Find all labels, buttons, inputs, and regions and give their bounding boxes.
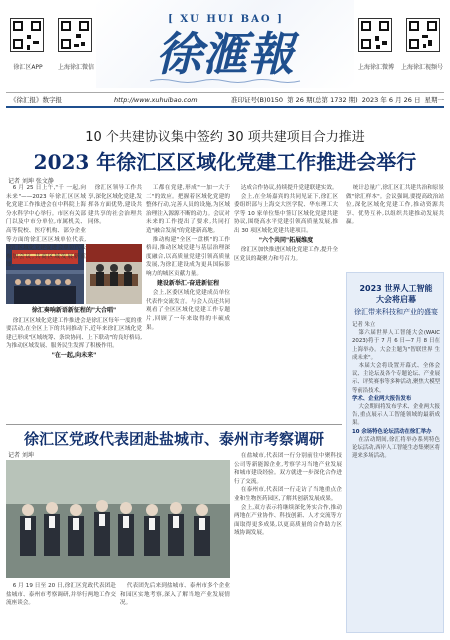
lead-paragraph: 6 月 25 日上午,"千 一起,向未来"——2023 年徐汇区区域化党建工作推进会在中科院上海分水科学中心举行。市区有关部门以及中市分单位,市属机关、高等院校、医疗机构、部分企业等方面的徐汇区区域单位代表,徐汇区域化党建促进会单位代表参加会议,共商区域发展新蓝图。 — [6, 185, 86, 269]
lead-paragraph: 徐汇区区域化党建工作推进会是徐汇区每年一度的重要活动,在全区上下的共同推动下,近年来徐汇区域化党建已形成"区域统筹、条块协同、上下联动"的良好格局,为推动区域发展、服务民生发挥了积极作用。 — [6, 317, 142, 350]
lead-section-heading: "在一起,向未来" — [51, 351, 97, 359]
qr-code-icon[interactable] — [358, 18, 392, 52]
digital-edition-label: 《徐汇报》数字报 — [10, 96, 62, 104]
qr-label: 上海徐汇微博 — [357, 64, 394, 71]
second-column-1 — [6, 582, 116, 636]
lead-column-4 — [346, 184, 444, 268]
sidebar-heading: 10 余场特色论坛活动在徐汇举办 — [352, 428, 432, 435]
sidebar-heading: 学术、企业两大报告发布 — [352, 395, 412, 402]
section-divider — [6, 424, 342, 425]
qr-label: 徐汇区APP — [13, 64, 43, 71]
masthead-wave-ornament — [150, 78, 300, 84]
sidebar-title — [349, 283, 443, 305]
group-photo — [6, 460, 230, 578]
delegation-photo — [6, 460, 230, 578]
license-number: 准印证号(B)0150 — [230, 96, 284, 104]
second-paragraph: 代表团先后来到盐城市、泰州市多个企业和园区实地考察,深入了解当地产业发展情况。 — [120, 583, 230, 607]
lead-column-1c — [88, 184, 142, 242]
lead-column-1 — [6, 184, 86, 269]
qr-label: 上海徐汇微信 — [57, 64, 94, 71]
second-headline: 徐汇区党政代表团赴盐城市、泰州市考察调研 — [23, 430, 324, 448]
lead-paragraph: 徐汇区加快推进区域化党建工作,提升全区党员的凝聚力和号召力。 — [234, 247, 338, 262]
lead-paragraph: 会上,在全场嘉宾的共同见证下,徐汇区委组织部与上海交大医学院、华东理工大学等 10 家单位集中签订区域化党建共建协议,围绕高水平党建引领高质量发展,推出 30 项区域化党建共建项目。 — [234, 193, 338, 234]
qr-code-icon[interactable] — [58, 18, 92, 52]
lead-section-heading: 建设新举汇·奋进新征程 — [156, 279, 220, 287]
lead-paragraph: 工都在党建,形成"一加一大于二"的效应。把握着区域化党建的整体行动,完善人员的设施,为区域治理注入源源不断的动力。会议对未来的工作提出了要求,共同打造"融合发展"的党建新高地。 — [146, 185, 230, 234]
website-link[interactable]: http://www.xuhuibao.com — [114, 95, 198, 104]
sidebar-subtitle: 徐汇带来科技和产业的盛宴 — [354, 308, 438, 316]
lead-column-2 — [146, 184, 230, 422]
lead-headline: 2023 年徐汇区区域化党建工作推进会举行 — [33, 150, 417, 174]
sidebar-paragraph: 在活动期间,徐汇将举办系列特色论坛活动,西岸人工智能生态集聚区将迎来多场活动。 — [352, 436, 440, 460]
lead-section-heading: "六个共同"拓展维度 — [258, 236, 314, 244]
issue-date: 2023 年 6 月 26 日 — [361, 96, 421, 104]
second-paragraph: 在泰州市,代表团一行走访了当地重点企业和生物医药园区,了解其创新发展成果。 — [234, 487, 342, 502]
second-column-3 — [234, 452, 342, 636]
masthead — [0, 0, 450, 118]
lead-photo-2 — [86, 244, 142, 304]
second-paragraph: 会上,双方表示将继续深化务实合作,推动两地在产业协作、科技创新、人才交流等方面取得更多成果,以更高质量的合作助力区域协调发展。 — [234, 504, 342, 537]
second-paragraph: 在盐城市,代表团一行分别前往中聚科技公司等新能源企业,考察学习当地产业发展和城市建设经验。双方就进一步深化合作进行了交流。 — [234, 453, 342, 485]
lead-column-3 — [234, 184, 338, 422]
issue-number: 第 26 期(总第 1732 期) — [287, 96, 358, 104]
masthead-logo: 徐滙報 — [156, 27, 294, 81]
signing-photo — [86, 244, 142, 304]
sidebar-body — [352, 321, 440, 631]
lead-column-1b — [6, 306, 142, 422]
sidebar-title-line: 2023 世界人工智能 — [359, 284, 433, 293]
second-column-2 — [120, 582, 230, 636]
lead-byline: 记者 刘坤 张文静 — [8, 178, 54, 185]
sidebar-paragraph: 本届大会将设置开幕式、全体会议、主论坛及各个专题论坛、产业展示、评奖赛事等多种活动,聚焦大模型等前沿技术。 — [352, 363, 440, 394]
second-paragraph: 6 月 19 日至 20 日,徐汇区党政代表团赴盐城市、泰州市考察调研,并举行两地工作交流座谈会。 — [6, 583, 116, 607]
qr-code-icon[interactable] — [10, 18, 44, 52]
lead-section-heading: 徐汇奏响新语新征程的"大合唱" — [31, 307, 117, 314]
lead-paragraph: 会上,区委区域化党建成员单位代表作交流发言。与会人员还共同观看了全区区域化党建工作专题片,回顾了一年来取得的丰硕成果。 — [146, 290, 230, 331]
lead-paragraph: 达成合作协议,持续提升党建联建实效。 — [240, 185, 338, 191]
weekday: 星期一 — [424, 96, 444, 104]
lead-subheadline: 10 个共建协议集中签约 30 项共建项目合力推进 — [85, 130, 365, 145]
lead-paragraph: 推动构建"全区一盘棋"的工作格局,推动区域党建与基层治理深度融合,以高质量党建引领高质量发展,为徐汇建设成为更具国际影响力的城区贡献力量。 — [146, 236, 230, 277]
qr-label: 上海徐汇视频号 — [400, 64, 443, 71]
sidebar-byline: 记者 朱立 — [352, 322, 376, 328]
lead-paragraph: 统计总量广,徐汇区汇共建共治和原景做"徐汇样本"。会议强调,要提高政治站位,深化区域化党建工作,推动资源共享、优势互补,以组织共建推动发展共赢。 — [346, 185, 444, 226]
second-byline: 记者 刘坤 — [8, 452, 34, 459]
lead-paragraph: 徐汇区领导工作共享,深化区域化党建,发挥各方面优势,建设共建共享的社会治理共同体。 — [88, 185, 142, 226]
qr-code-icon[interactable] — [406, 18, 440, 52]
sidebar-paragraph: 第六届世界人工智能大会(WAIC 2023)将于 7 月 6 日—7 月 8 日在上海举办。大会主题为"智联世界 生成未来"。 — [352, 330, 440, 361]
info-bar — [6, 92, 444, 108]
masthead-pinyin: [ XU HUI BAO ] — [168, 14, 284, 25]
sidebar-paragraph: 大会期间将发布学术、企业两大报告,重点展示人工智能领域的最新成果。 — [352, 404, 440, 427]
ai-conference-sidebar — [346, 272, 444, 633]
sidebar-title-line: 大会将启幕 — [376, 295, 416, 304]
